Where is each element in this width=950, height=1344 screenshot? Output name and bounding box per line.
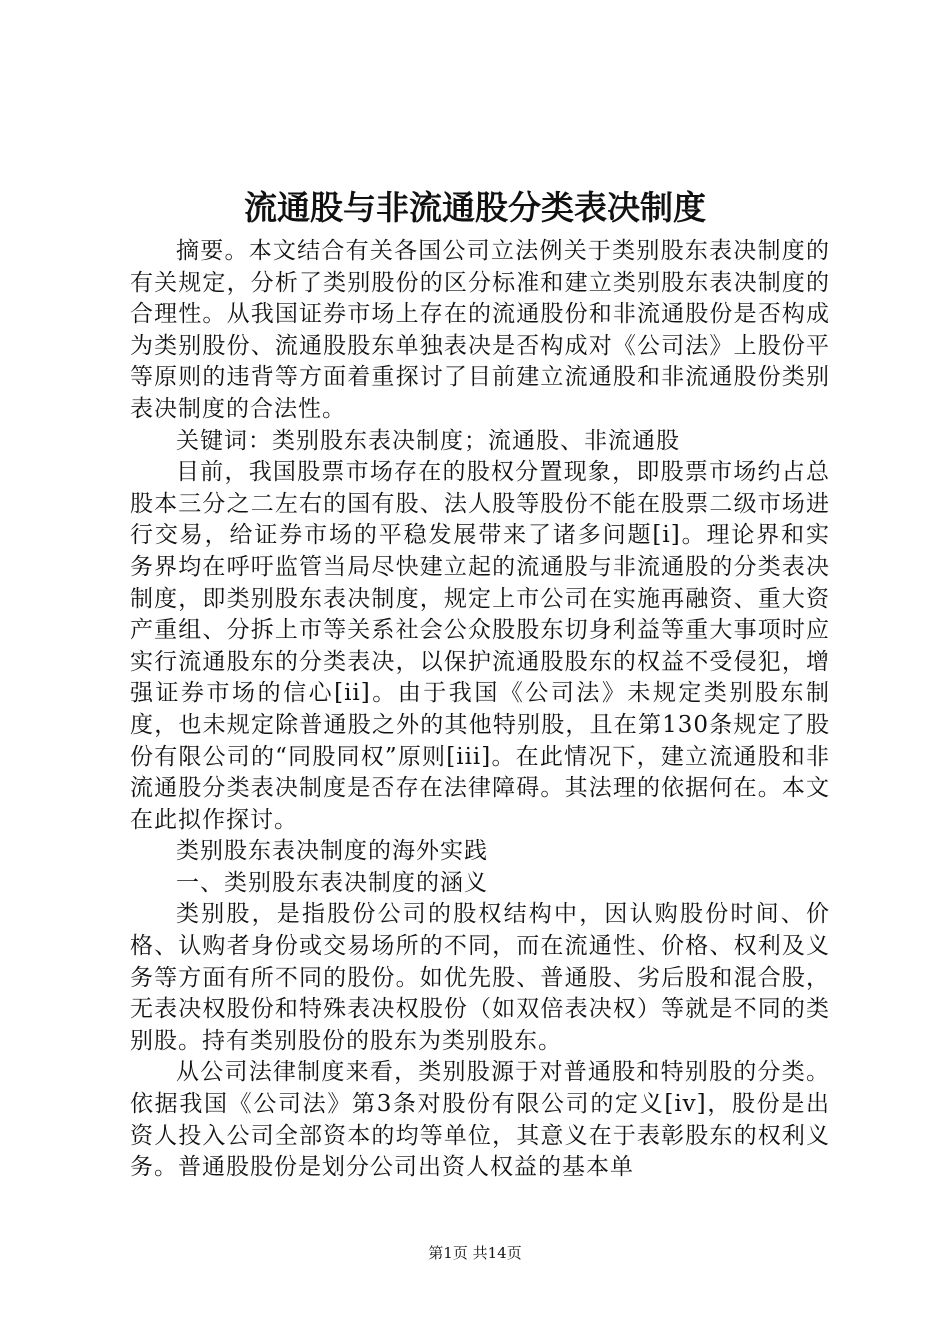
document-body [130, 236, 830, 1184]
body-paragraph: 类别股，是指股份公司的股权结构中，因认购股份时间、价格、认购者身份或交易场所的不同，而在流通性、价格、权利及义务等方面有所不同的股份。如优先股、普通股、劣后股和混合股，无表决权股份和特殊表决权股份（如双倍表决权）等就是不同的类别股。持有类别股份的股东为类别股东。 [130, 901, 830, 1054]
page-footer: 第1页 共14页 [428, 1244, 522, 1262]
intro-paragraph: 目前，我国股票市场存在的股权分置现象，即股票市场约占总股本三分之二左右的国有股、法人股等股份不能在股票二级市场进行交易，给证券市场的平稳发展带来了诸多问题[i]。理论界和实务界均在呼吁监管当局尽快建立起的流通股与非流通股的分类表决制度，即类别股东表决制度，规定上市公司在实施再融资、重大资产重组、分拆上市等关系社会公众股股东切身利益等重大事项时应实行流通股东的分类表决，以保护流通股股东的权益不受侵犯，增强证券市场的信心[ii]。由于我国《公司法》未规定类别股东制度，也未规定除普通股之外的其他特别股，且在第130条规定了股份有限公司的“同股同权”原则[iii]。在此情况下，建立流通股和非流通股分类表决制度是否存在法律障碍。其法理的依据何在。本文在此拟作探讨。 [130, 459, 830, 833]
keywords-paragraph: 关键词：类别股东表决制度；流通股、非流通股 [176, 427, 680, 454]
document-title: 流通股与非流通股分类表决制度 [244, 188, 706, 227]
body-paragraph: 从公司法律制度来看，类别股源于对普通股和特别股的分类。依据我国《公司法》第3条对股份有限公司的定义[iv]，股份是出资人投入公司全部资本的均等单位，其意义在于表彰股东的权利义务。普通股股份是划分公司出资人权益的基本单 [130, 1059, 830, 1181]
abstract-paragraph: 摘要。本文结合有关各国公司立法例关于类别股东表决制度的有关规定，分析了类别股份的区分标准和建立类别股东表决制度的合理性。从我国证券市场上存在的流通股份和非流通股份是否构成为类别股份、流通股股东单独表决是否构成对《公司法》上股份平等原则的违背等方面着重探讨了目前建立流通股和非流通股份类别表决制度的合法性。 [130, 238, 830, 422]
subsection-heading: 一、类别股东表决制度的涵义 [176, 869, 488, 896]
section-heading: 类别股东表决制度的海外实践 [176, 838, 488, 865]
